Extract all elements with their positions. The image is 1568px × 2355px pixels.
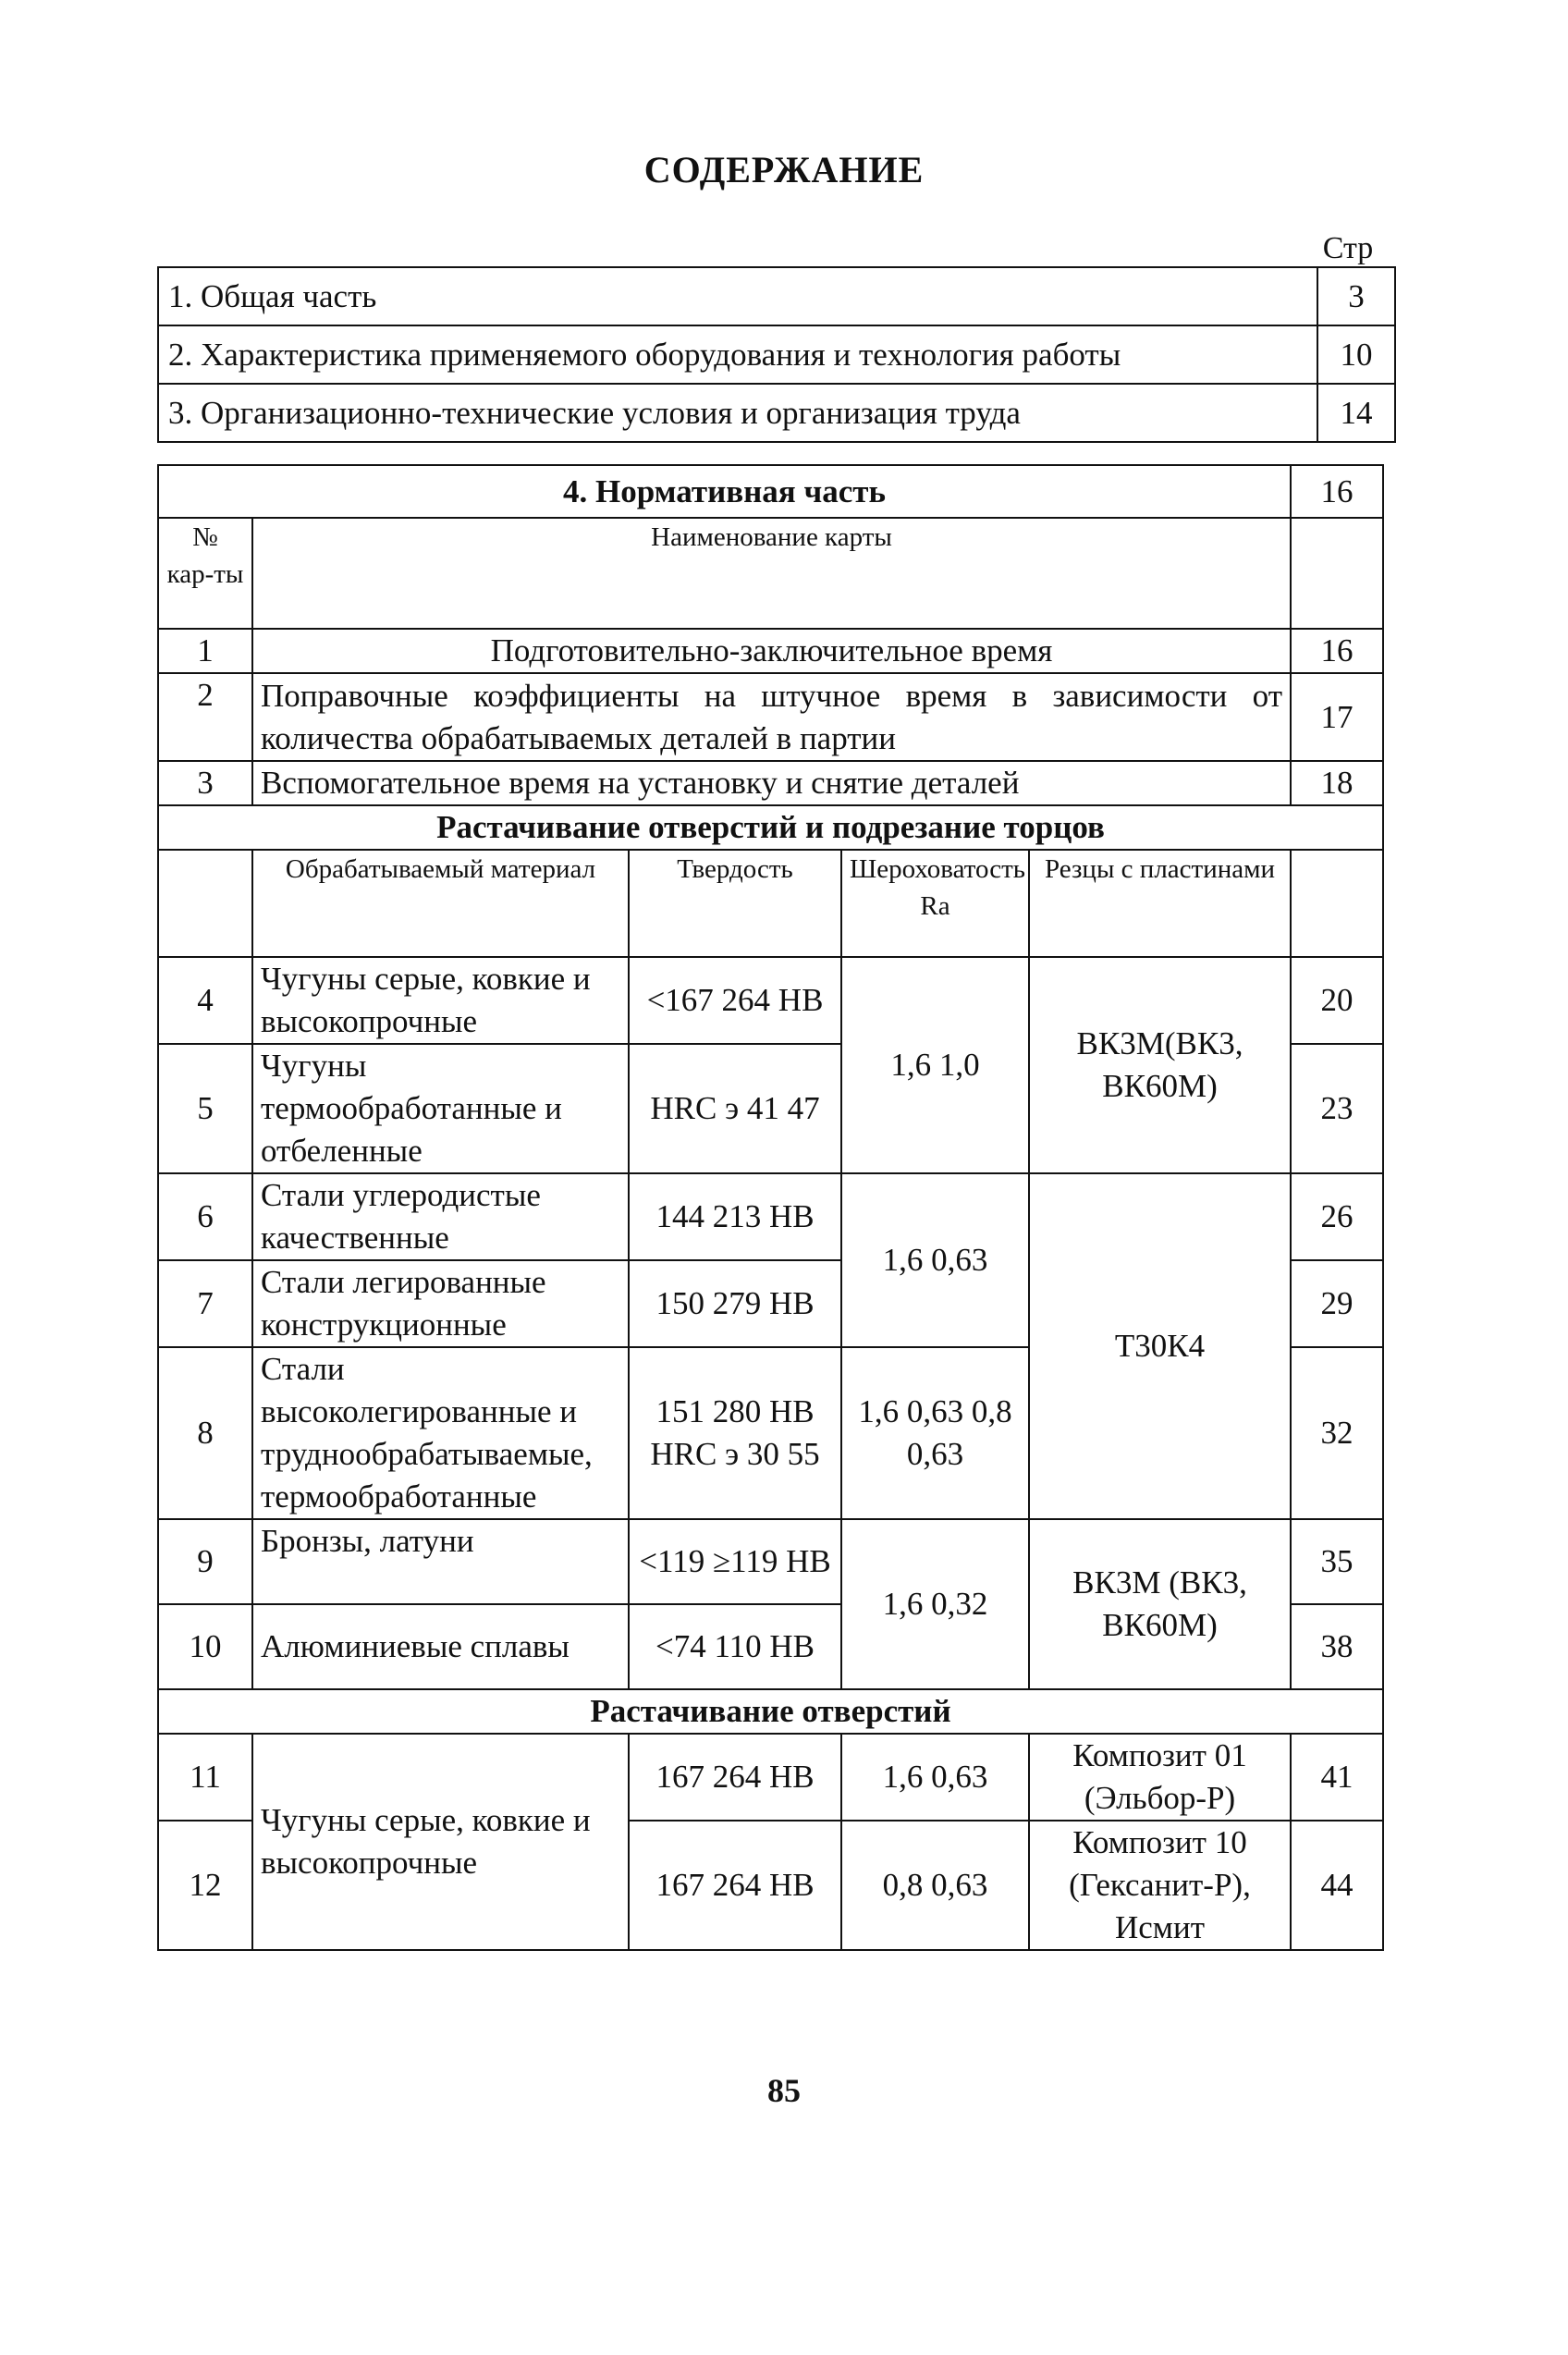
- card-name: Подготовительно-заключительное время: [252, 629, 1291, 673]
- card-name: Вспомогательное время на установку и снятие деталей: [252, 761, 1291, 805]
- card-number: 3: [158, 761, 252, 805]
- material-cell: Чугуны серые, ковкие и высокопрочные: [252, 957, 629, 1044]
- group-title-row: [158, 805, 1383, 850]
- group-title-row: [158, 1689, 1383, 1734]
- tool-cell: ВК3М (ВК3, ВК60М): [1029, 1519, 1291, 1689]
- roughness-cell: 1,6 0,63: [841, 1173, 1029, 1347]
- card-page: 38: [1291, 1604, 1383, 1689]
- card-row: [158, 629, 1383, 673]
- card-page: 44: [1291, 1821, 1383, 1950]
- material-cell: Чугуны термообработанные и отбеленные: [252, 1044, 629, 1173]
- card-number: 8: [158, 1347, 252, 1519]
- card-page: 18: [1291, 761, 1383, 805]
- group2-title: Растачивание отверстий: [158, 1689, 1383, 1734]
- group1-title: Растачивание отверстий и подрезание торцов: [158, 805, 1383, 850]
- material-cell: Алюминиевые сплавы: [252, 1604, 629, 1689]
- toc-table: [157, 266, 1396, 443]
- card-number: 10: [158, 1604, 252, 1689]
- roughness-cell: 1,6 1,0: [841, 957, 1029, 1173]
- toc-item-text: 1. Общая часть: [158, 267, 1317, 325]
- roughness-header: Шероховатость Ra: [841, 850, 1029, 957]
- section4-page: 16: [1291, 465, 1383, 518]
- hardness-cell: 167 264 НВ: [629, 1734, 841, 1821]
- card-number: 6: [158, 1173, 252, 1260]
- card-page: 16: [1291, 629, 1383, 673]
- toc-row: [158, 384, 1395, 442]
- normative-table: [157, 464, 1384, 1951]
- empty-cell: [158, 850, 252, 957]
- material-cell: Стали углеродистые качественные: [252, 1173, 629, 1260]
- card-page: 23: [1291, 1044, 1383, 1173]
- card-number: 4: [158, 957, 252, 1044]
- card-number: 5: [158, 1044, 252, 1173]
- card-row: [158, 761, 1383, 805]
- card-name: Поправочные коэффициенты на штучное время в зависимости от количества обрабатываемых деталей в партии: [252, 673, 1291, 761]
- columns-header-row: [158, 850, 1383, 957]
- hardness-cell: <167 264 НВ: [629, 957, 841, 1044]
- toc-row: [158, 325, 1395, 384]
- page-title: СОДЕРЖАНИЕ: [643, 149, 925, 190]
- toc-item-text: 2. Характеристика применяемого оборудования и технология работы: [158, 325, 1317, 384]
- card-number: 1: [158, 629, 252, 673]
- hardness-cell: 150 279 НВ: [629, 1260, 841, 1347]
- card-number: 7: [158, 1260, 252, 1347]
- section4-title: 4. Нормативная часть: [158, 465, 1291, 518]
- card-row: [158, 1519, 1383, 1604]
- roughness-cell: 1,6 0,63 0,8 0,63: [841, 1347, 1029, 1519]
- card-number: 2: [158, 673, 252, 761]
- card-page: 26: [1291, 1173, 1383, 1260]
- material-cell: Чугуны серые, ковкие и высокопрочные: [252, 1734, 629, 1950]
- card-page: 32: [1291, 1347, 1383, 1519]
- hardness-cell: 167 264 НВ: [629, 1821, 841, 1950]
- card-row: [158, 1734, 1383, 1821]
- hardness-cell: HRC э 41 47: [629, 1044, 841, 1173]
- section4-row: [158, 465, 1383, 518]
- card-name-header: Наименование карты: [252, 518, 1291, 629]
- material-cell: Бронзы, латуни: [252, 1519, 629, 1604]
- card-row: [158, 673, 1383, 761]
- tool-cell: Т30К4: [1029, 1173, 1291, 1519]
- hardness-cell: <74 110 НВ: [629, 1604, 841, 1689]
- card-number: 12: [158, 1821, 252, 1950]
- card-number: 11: [158, 1734, 252, 1821]
- toc-item-page: 14: [1317, 384, 1395, 442]
- tool-cell: Композит 10 (Гексанит-Р), Исмит: [1029, 1821, 1291, 1950]
- card-page: 35: [1291, 1519, 1383, 1604]
- toc-item-page: 3: [1317, 267, 1395, 325]
- hardness-cell: 151 280 НВ HRC э 30 55: [629, 1347, 841, 1519]
- hardness-cell: 144 213 НВ: [629, 1173, 841, 1260]
- material-cell: Стали высоколегированные и труднообрабатываемые, термообработанные: [252, 1347, 629, 1519]
- tool-cell: ВК3М(ВК3, ВК60М): [1029, 957, 1291, 1173]
- hardness-cell: <119 ≥119 НВ: [629, 1519, 841, 1604]
- card-number-header: № кар-ты: [158, 518, 252, 629]
- toc-item-page: 10: [1317, 325, 1395, 384]
- empty-cell: [1291, 518, 1383, 629]
- material-header: Обрабатываемый материал: [252, 850, 629, 957]
- card-row: [158, 957, 1383, 1044]
- card-row: [158, 1173, 1383, 1260]
- page-number: 85: [767, 2072, 801, 2109]
- card-number: 9: [158, 1519, 252, 1604]
- tool-cell: Композит 01 (Эльбор-Р): [1029, 1734, 1291, 1821]
- roughness-cell: 1,6 0,63: [841, 1734, 1029, 1821]
- card-page: 17: [1291, 673, 1383, 761]
- roughness-cell: 0,8 0,63: [841, 1821, 1029, 1950]
- material-cell: Стали легированные конструкционные: [252, 1260, 629, 1347]
- empty-cell: [1291, 850, 1383, 957]
- card-page: 29: [1291, 1260, 1383, 1347]
- page-column-label: Стр: [1322, 231, 1374, 265]
- card-page: 20: [1291, 957, 1383, 1044]
- hardness-header: Твердость: [629, 850, 841, 957]
- tools-header: Резцы с пластинами: [1029, 850, 1291, 957]
- toc-row: [158, 267, 1395, 325]
- toc-item-text: 3. Организационно-технические условия и организация труда: [158, 384, 1317, 442]
- card-page: 41: [1291, 1734, 1383, 1821]
- roughness-cell: 1,6 0,32: [841, 1519, 1029, 1689]
- header-row: [158, 518, 1383, 629]
